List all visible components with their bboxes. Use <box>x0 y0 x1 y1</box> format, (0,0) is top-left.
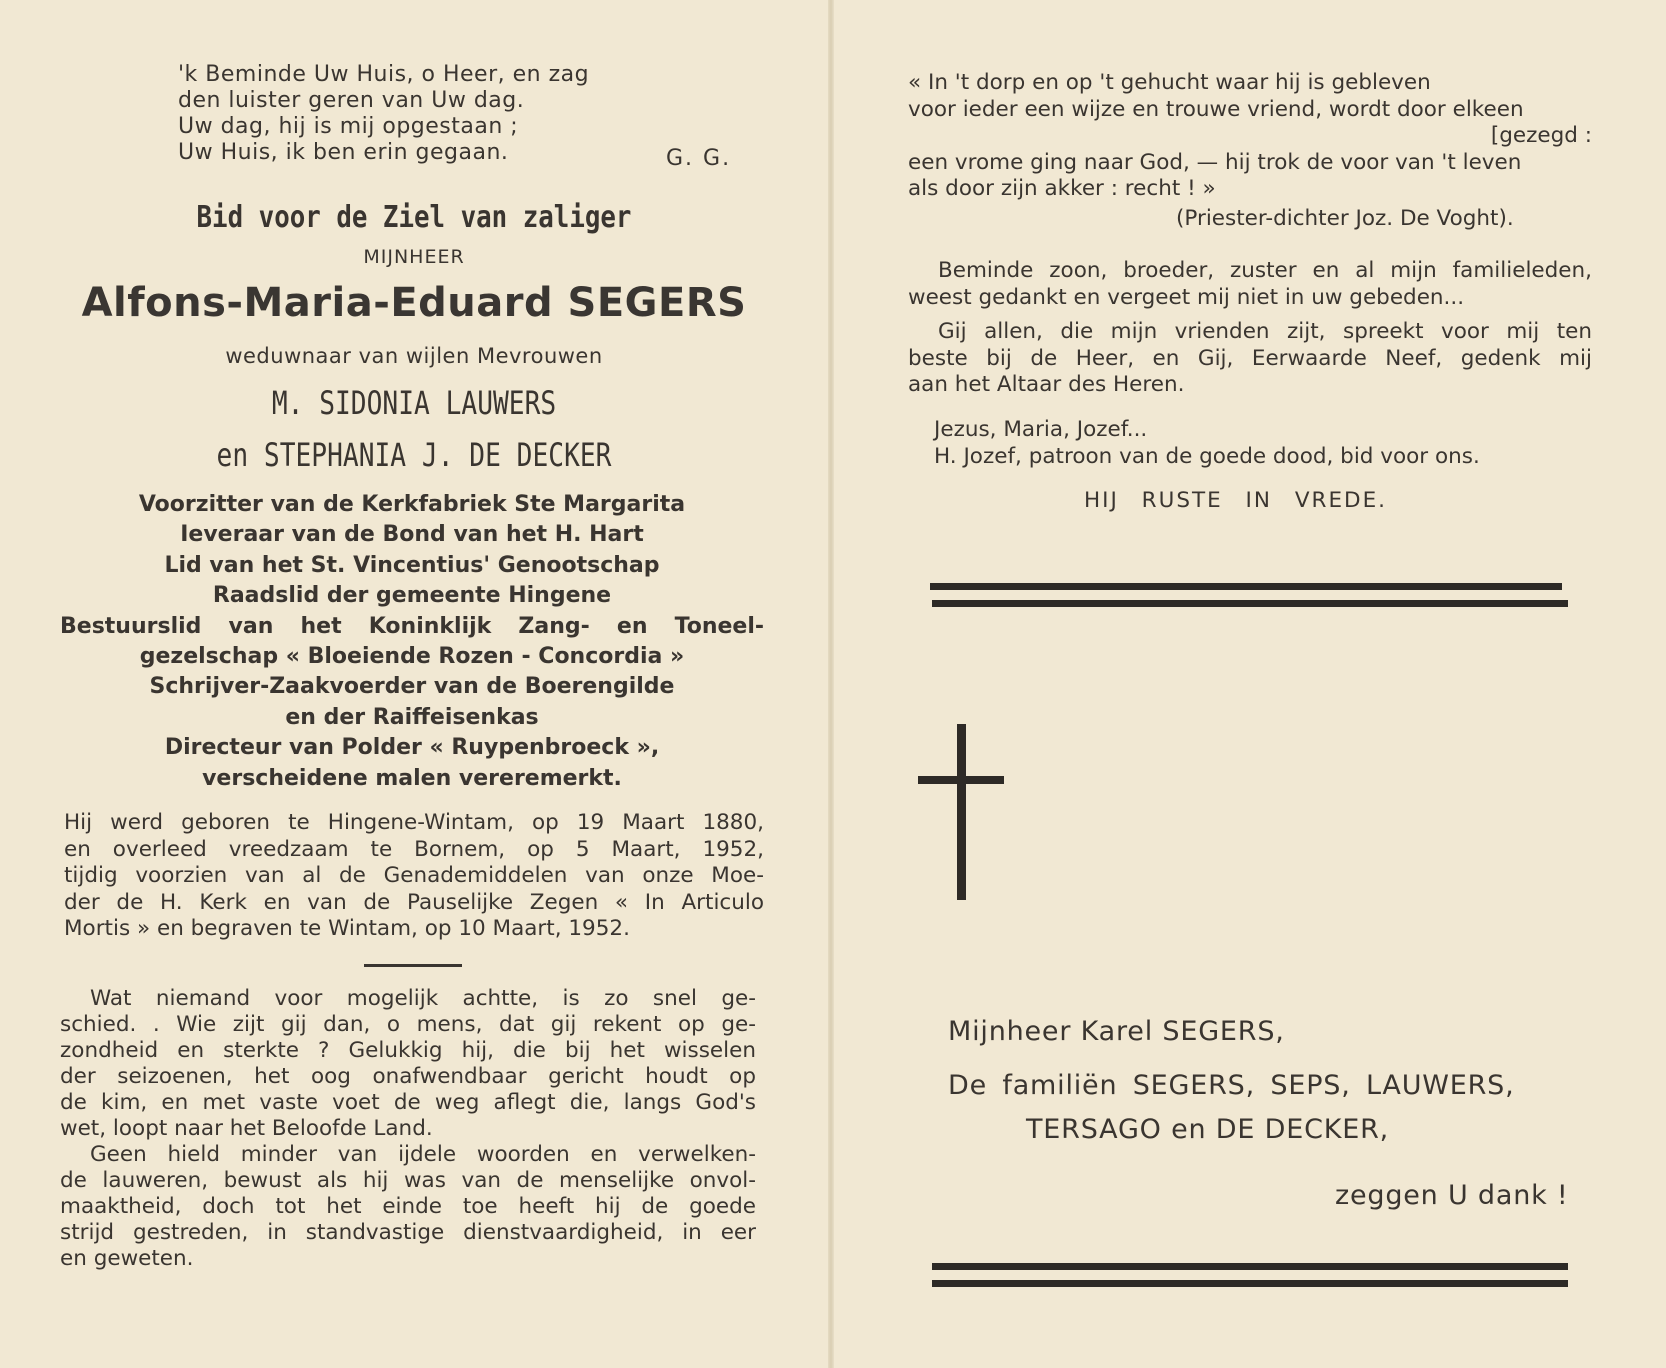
rule-top-2 <box>932 600 1568 607</box>
prayer <box>934 416 1480 470</box>
title-line: Schrijver-Zaakvoerder van de Boerengilde <box>149 674 675 700</box>
reflection-line: maaktheid, doch tot het einde toe heeft hij de goede <box>60 1194 756 1219</box>
title-line: Ieveraar van de Bond van het H. Hart <box>180 522 644 548</box>
quote-attribution: (Priester-dichter Joz. De Voght). <box>1176 206 1514 231</box>
quote-line: [gezegd : <box>1490 123 1592 148</box>
reflection <box>60 986 756 1272</box>
family-thanks: zeggen U dank ! <box>1335 1180 1569 1211</box>
cross-icon-bar <box>918 776 1004 784</box>
bio-line: der de H. Kerk en van de Pauselijke Zegen « In Articulo <box>64 889 764 915</box>
reflection-line: en geweten. <box>60 1246 194 1271</box>
reflection-line: de kim, en met vaste voet de weg aflegt die, langs God's <box>60 1090 756 1115</box>
title-line: en der Raiffeisenkas <box>285 704 539 730</box>
title-line: gezelschap « Bloeiende Rozen - Concordia » <box>139 644 685 670</box>
poem <box>178 62 589 166</box>
bio-line: tijdig voorzien van al de Genademiddelen van onze Moe- <box>64 863 764 888</box>
rule-top-1 <box>930 583 1562 590</box>
reflection-line: de lauweren, bewust als hij was van de menselijke onvol- <box>60 1168 756 1193</box>
bio-line: Mortis » en begraven te Wintam, op 10 Maart, 1952. <box>64 916 630 941</box>
family-line-1: Mijnheer Karel SEGERS, <box>948 1016 1285 1047</box>
title-line: verscheidene malen vereremerkt. <box>202 765 622 791</box>
biography <box>64 810 764 943</box>
poem-signature: G. G. <box>666 146 732 171</box>
reflection-line: wet, loopt naar het Beloofde Land. <box>60 1116 433 1141</box>
wife-name-2: en STEPHANIA J. DE DECKER <box>216 436 612 474</box>
rest-in-peace: HIJ RUSTE IN VREDE. <box>1084 488 1388 513</box>
bio-line: en overleed vreedzaam te Bornem, op 5 Maart, 1952, <box>64 836 764 862</box>
title-line: Bestuurslid van het Koninklijk Zang- en Toneel- <box>60 613 764 639</box>
plea <box>908 258 1592 399</box>
reflection-line: schied. . Wie zijt gij dan, o mens, dat gij rekent op ge- <box>60 1012 756 1037</box>
prayer-heading: Bid voor de Ziel van zaliger <box>196 200 632 235</box>
honorific: MIJNHEER <box>363 246 465 268</box>
family-line-3: TERSAGO en DE DECKER, <box>1026 1114 1390 1145</box>
quote-line: een vrome ging naar God, — hij trok de voor van 't leven <box>908 149 1522 175</box>
deceased-name: Alfons-Maria-Eduard SEGERS <box>81 280 747 326</box>
bio-line: Hij werd geboren te Hingene-Wintam, op 19 Maart 1880, <box>64 810 764 835</box>
widower-line: weduwnaar van wijlen Mevrouwen <box>225 344 603 368</box>
plea-line: aan het Altaar des Heren. <box>908 372 1185 397</box>
cross-icon <box>957 724 966 900</box>
prayer-line: Jezus, Maria, Jozef... <box>934 417 1148 442</box>
poem-line: Uw Huis, ik ben erin gegaan. <box>178 140 509 165</box>
plea-line: beste bij de Heer, en Gij, Eerwaarde Neef, gedenk mij <box>908 345 1592 371</box>
quote-line: als door zijn akker : recht ! » <box>908 176 1216 201</box>
title-line: Directeur van Polder « Ruypenbroeck », <box>164 735 660 761</box>
title-line: Lid van het St. Vincentius' Genootschap <box>164 552 660 578</box>
title-line: Voorzitter van de Kerkfabriek Ste Margarita <box>138 492 686 517</box>
reflection-line: zondheid en sterkte ? Gelukkig hij, die bij het wisselen <box>60 1038 756 1063</box>
titles-list <box>60 490 764 794</box>
quote-line: « In 't dorp en op 't gehucht waar hij is gebleven <box>908 70 1431 95</box>
plea-line: weest gedankt en vergeet mij niet in uw gebeden... <box>908 284 1465 310</box>
separator <box>364 964 462 967</box>
rule-bottom-1 <box>932 1263 1568 1270</box>
title-line: Raadslid der gemeente Hingene <box>212 583 612 609</box>
poem-line: den luister geren van Uw dag. <box>178 88 525 113</box>
reflection-line: der seizoenen, het oog onafwendbaar gericht houdt op <box>60 1064 756 1089</box>
rule-bottom-2 <box>932 1280 1568 1287</box>
quote-line: voor ieder een wijze en trouwe vriend, wordt door elkeen <box>908 96 1524 122</box>
quote <box>908 70 1592 203</box>
reflection-line: Geen hield minder van ijdele woorden en verwelken- <box>90 1142 756 1167</box>
reflection-line: strijd gestreden, in standvastige dienstvaardigheid, in eer <box>60 1220 756 1245</box>
plea-line: Beminde zoon, broeder, zuster en al mijn familieleden, <box>938 258 1592 283</box>
family-line-2: De familiën SEGERS, SEPS, LAUWERS, <box>948 1070 1515 1101</box>
left-panel <box>0 0 828 1368</box>
wife-name-1: M. SIDONIA LAUWERS <box>271 384 557 422</box>
poem-line: 'k Beminde Uw Huis, o Heer, en zag <box>178 62 590 87</box>
prayer-line: H. Jozef, patroon van de goede dood, bid voor ons. <box>934 444 1480 469</box>
card-fold <box>828 0 834 1368</box>
plea-line: Gij allen, die mijn vrienden zijt, spreekt voor mij ten <box>938 319 1592 344</box>
spacer <box>908 311 1592 319</box>
poem-line: Uw dag, hij is mij opgestaan ; <box>178 114 519 139</box>
reflection-line: Wat niemand voor mogelijk achtte, is zo snel ge- <box>90 986 756 1011</box>
